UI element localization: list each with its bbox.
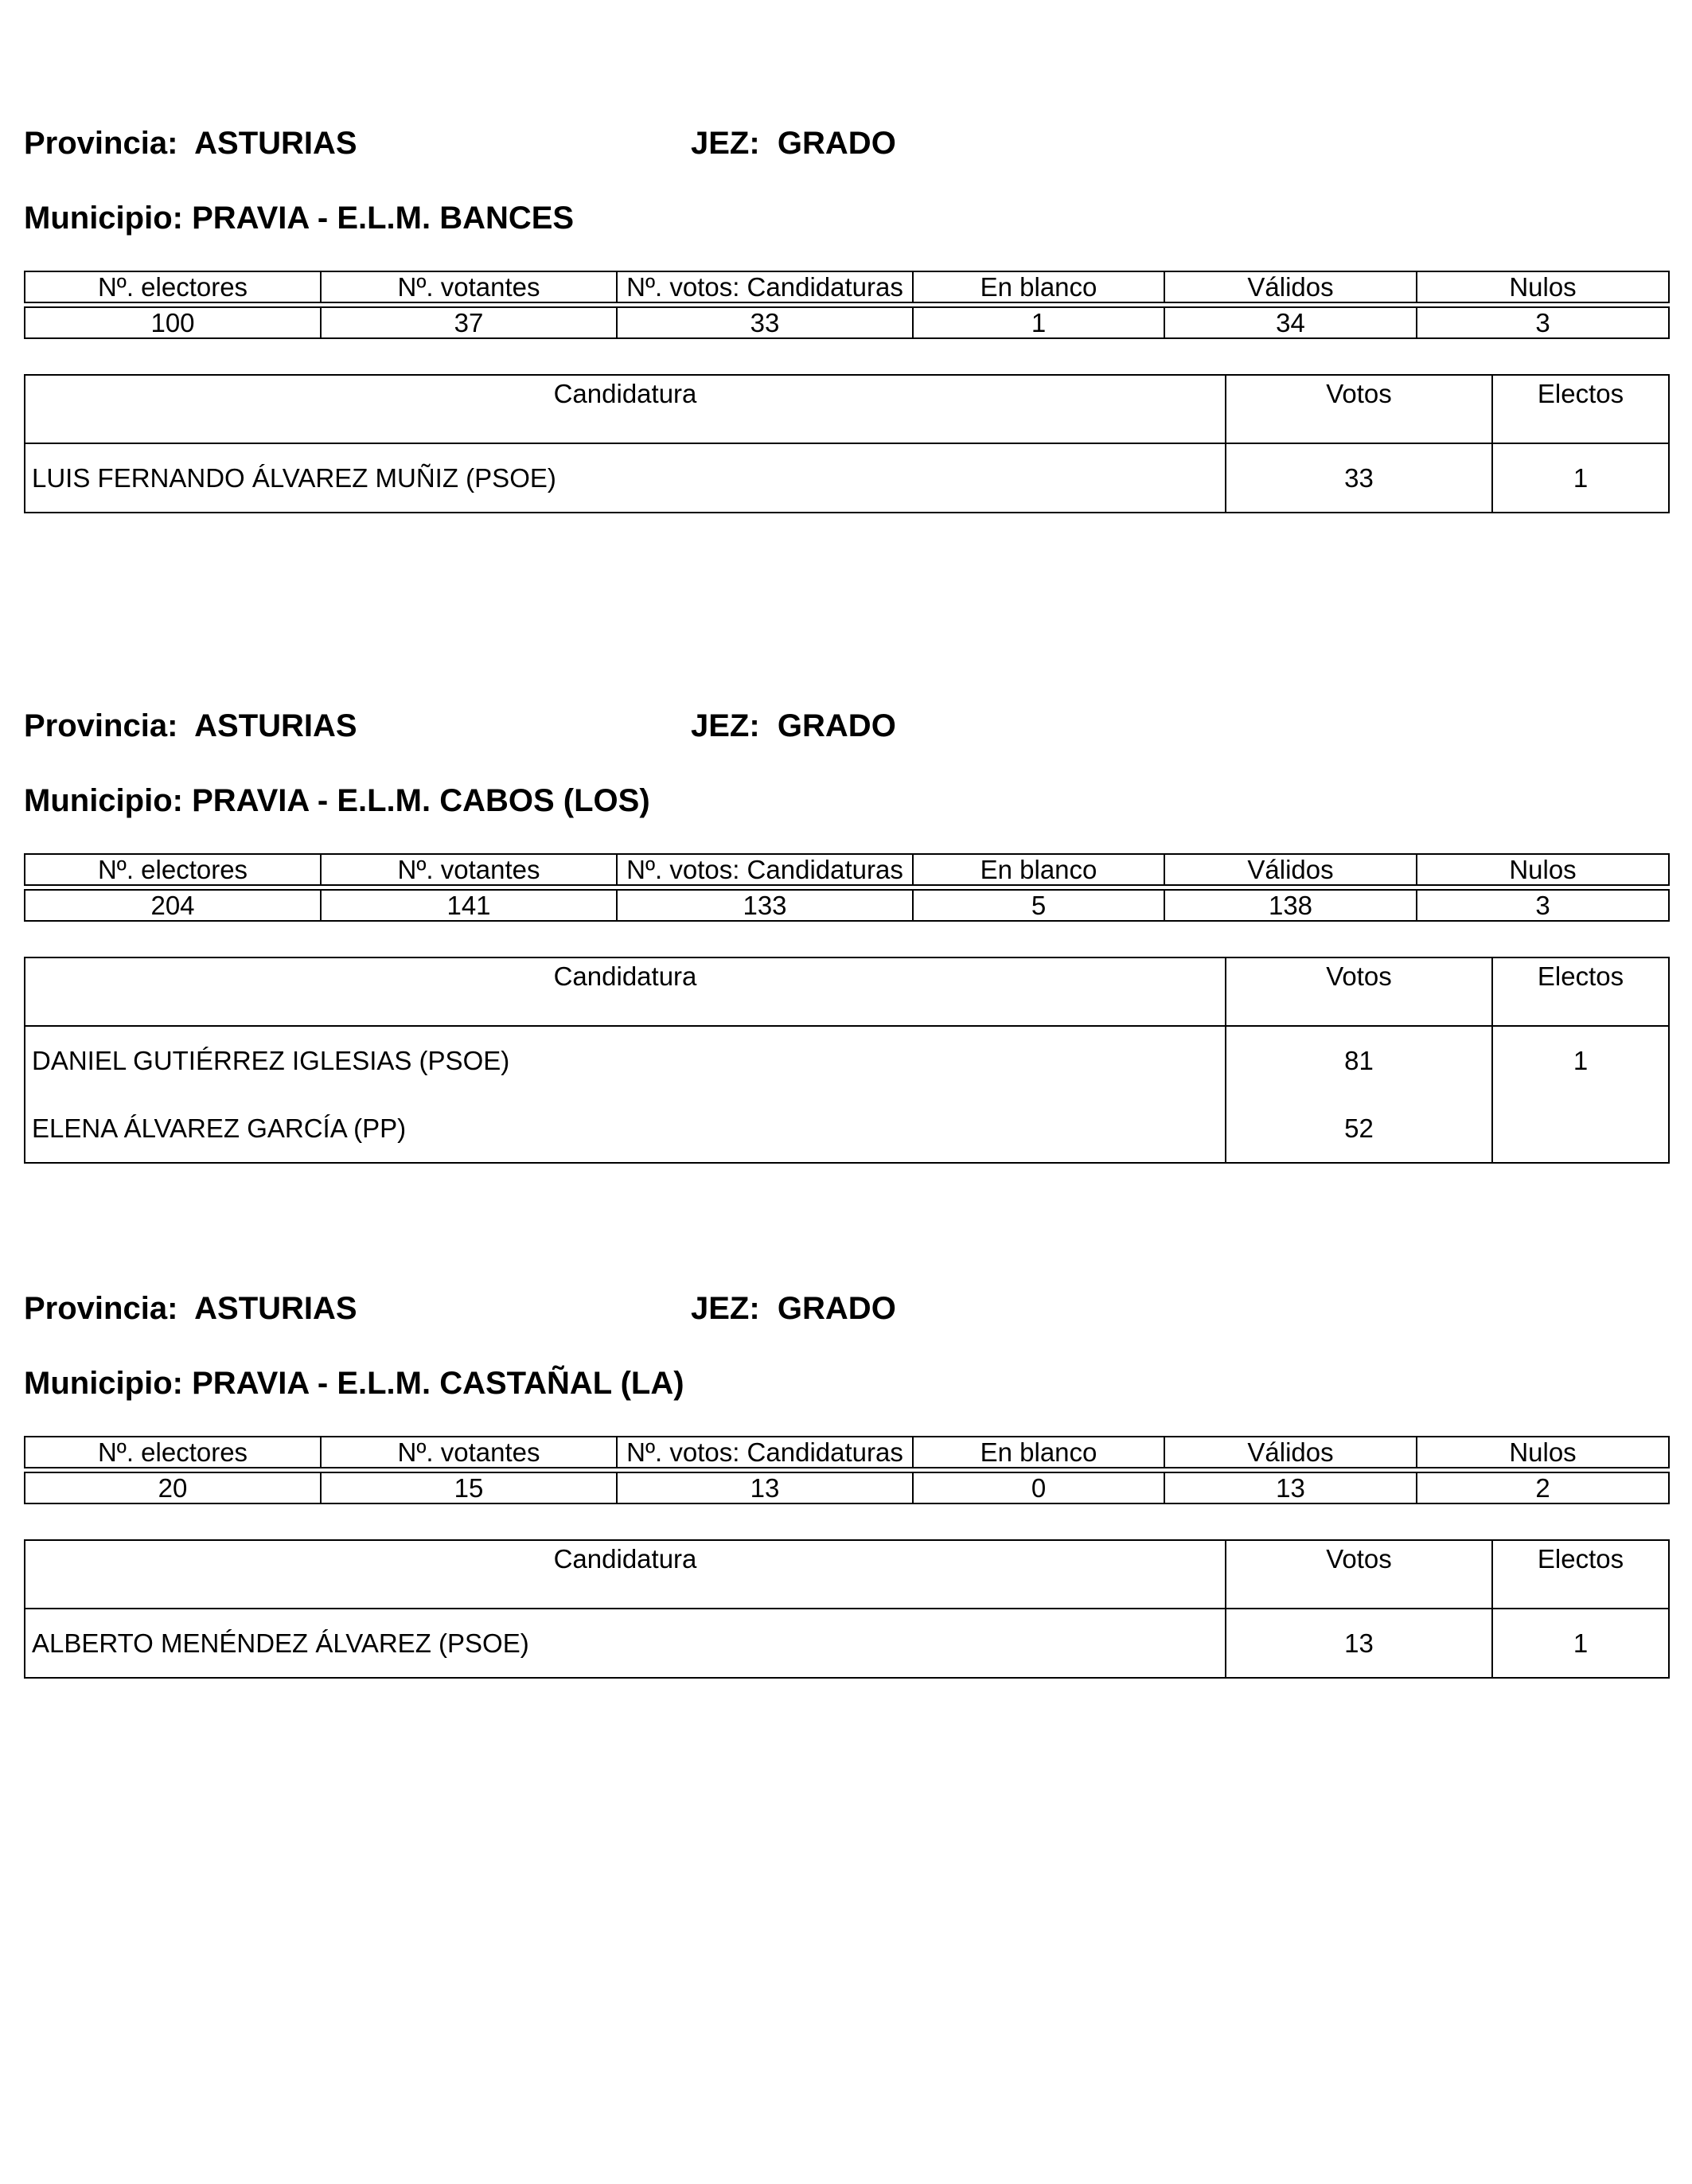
candidates-table	[24, 957, 1670, 1164]
municipio-value: PRAVIA - E.L.M. BANCES	[192, 201, 575, 236]
candidate-name: LUIS FERNANDO ÁLVAREZ MUÑIZ (PSOE)	[25, 443, 1226, 513]
stats-value-en-blanco: 1	[913, 307, 1164, 338]
jez-label: JEZ:	[691, 126, 760, 161]
candidate-row	[25, 1609, 1669, 1678]
municipio-heading	[24, 782, 650, 820]
candidate-votos: 81	[1226, 1026, 1492, 1094]
stats-header-votos-candidaturas: Nº. votos: Candidaturas	[617, 271, 913, 302]
jez-heading	[691, 124, 896, 162]
municipio-heading	[24, 199, 574, 237]
candidates-table	[24, 1539, 1670, 1679]
candidates-header-row	[25, 375, 1669, 443]
municipio-value: PRAVIA - E.L.M. CABOS (LOS)	[192, 783, 650, 818]
candidates-table	[24, 374, 1670, 513]
candidate-row	[25, 1026, 1669, 1094]
stats-value-validos: 13	[1164, 1472, 1417, 1503]
candidate-electos: 1	[1492, 443, 1669, 513]
stats-value-votantes: 15	[321, 1472, 617, 1503]
stats-header-validos: Válidos	[1164, 1437, 1417, 1468]
provincia-label: Provincia:	[24, 1291, 178, 1326]
candidates-header-candidatura: Candidatura	[25, 375, 1226, 443]
stats-value-votos-candidaturas: 133	[617, 890, 913, 921]
candidate-votos: 13	[1226, 1609, 1492, 1678]
stats-header-validos: Válidos	[1164, 271, 1417, 302]
results-section	[0, 0, 1692, 557]
candidates-header-votos: Votos	[1226, 375, 1492, 443]
stats-value-row	[25, 1472, 1669, 1503]
stats-value-electores: 100	[25, 307, 321, 338]
stats-header-votos-candidaturas: Nº. votos: Candidaturas	[617, 854, 913, 885]
jez-value: GRADO	[777, 708, 896, 743]
candidate-name: DANIEL GUTIÉRREZ IGLESIAS (PSOE)	[25, 1026, 1226, 1094]
jez-value: GRADO	[777, 126, 896, 161]
stats-header-nulos: Nulos	[1417, 1437, 1669, 1468]
stats-header-nulos: Nulos	[1417, 271, 1669, 302]
stats-value-en-blanco: 5	[913, 890, 1164, 921]
candidate-name: ALBERTO MENÉNDEZ ÁLVAREZ (PSOE)	[25, 1609, 1226, 1678]
candidates-header-candidatura: Candidatura	[25, 957, 1226, 1026]
results-section	[0, 1165, 1692, 1722]
stats-value-row	[25, 890, 1669, 921]
stats-header-en-blanco: En blanco	[913, 271, 1164, 302]
stats-header-row	[25, 854, 1669, 885]
municipio-label: Municipio:	[24, 201, 183, 236]
candidates-header-votos: Votos	[1226, 957, 1492, 1026]
stats-value-electores: 20	[25, 1472, 321, 1503]
municipio-value: PRAVIA - E.L.M. CASTAÑAL (LA)	[192, 1366, 684, 1401]
stats-value-votantes: 37	[321, 307, 617, 338]
candidates-header-votos: Votos	[1226, 1540, 1492, 1609]
stats-header-votos-candidaturas: Nº. votos: Candidaturas	[617, 1437, 913, 1468]
stats-header-en-blanco: En blanco	[913, 854, 1164, 885]
candidates-header-electos: Electos	[1492, 1540, 1669, 1609]
provincia-heading	[24, 124, 357, 162]
stats-header-electores: Nº. electores	[25, 271, 321, 302]
municipio-label: Municipio:	[24, 1366, 183, 1401]
stats-value-validos: 34	[1164, 307, 1417, 338]
provincia-label: Provincia:	[24, 126, 178, 161]
stats-value-nulos: 3	[1417, 307, 1669, 338]
jez-label: JEZ:	[691, 1291, 760, 1326]
stats-header-row	[25, 1437, 1669, 1468]
stats-value-votos-candidaturas: 13	[617, 1472, 913, 1503]
provincia-heading	[24, 707, 357, 745]
stats-table	[24, 271, 1670, 339]
municipio-label: Municipio:	[24, 783, 183, 818]
stats-header-votantes: Nº. votantes	[321, 271, 617, 302]
candidate-name: ELENA ÁLVAREZ GARCÍA (PP)	[25, 1094, 1226, 1163]
provincia-value: ASTURIAS	[194, 1291, 357, 1326]
results-section	[0, 583, 1692, 1143]
stats-value-electores: 204	[25, 890, 321, 921]
candidates-header-candidatura: Candidatura	[25, 1540, 1226, 1609]
candidates-header-electos: Electos	[1492, 375, 1669, 443]
provincia-heading	[24, 1289, 357, 1328]
candidate-votos: 52	[1226, 1094, 1492, 1163]
candidate-electos: 1	[1492, 1026, 1669, 1094]
jez-label: JEZ:	[691, 708, 760, 743]
municipio-heading	[24, 1364, 684, 1402]
stats-header-votantes: Nº. votantes	[321, 1437, 617, 1468]
stats-header-votantes: Nº. votantes	[321, 854, 617, 885]
candidate-votos: 33	[1226, 443, 1492, 513]
stats-value-en-blanco: 0	[913, 1472, 1164, 1503]
candidates-header-row	[25, 1540, 1669, 1609]
jez-heading	[691, 1289, 896, 1328]
candidate-electos: 1	[1492, 1609, 1669, 1678]
candidate-row	[25, 1094, 1669, 1163]
stats-table	[24, 853, 1670, 922]
provincia-value: ASTURIAS	[194, 708, 357, 743]
stats-header-en-blanco: En blanco	[913, 1437, 1164, 1468]
stats-header-nulos: Nulos	[1417, 854, 1669, 885]
provincia-label: Provincia:	[24, 708, 178, 743]
candidate-row	[25, 443, 1669, 513]
stats-header-electores: Nº. electores	[25, 854, 321, 885]
candidates-header-electos: Electos	[1492, 957, 1669, 1026]
candidates-header-row	[25, 957, 1669, 1026]
candidate-electos	[1492, 1094, 1669, 1163]
stats-value-votantes: 141	[321, 890, 617, 921]
stats-header-validos: Válidos	[1164, 854, 1417, 885]
stats-value-row	[25, 307, 1669, 338]
stats-value-nulos: 2	[1417, 1472, 1669, 1503]
jez-value: GRADO	[777, 1291, 896, 1326]
stats-header-electores: Nº. electores	[25, 1437, 321, 1468]
provincia-value: ASTURIAS	[194, 126, 357, 161]
stats-value-votos-candidaturas: 33	[617, 307, 913, 338]
jez-heading	[691, 707, 896, 745]
stats-value-validos: 138	[1164, 890, 1417, 921]
stats-table	[24, 1436, 1670, 1504]
stats-header-row	[25, 271, 1669, 302]
stats-value-nulos: 3	[1417, 890, 1669, 921]
